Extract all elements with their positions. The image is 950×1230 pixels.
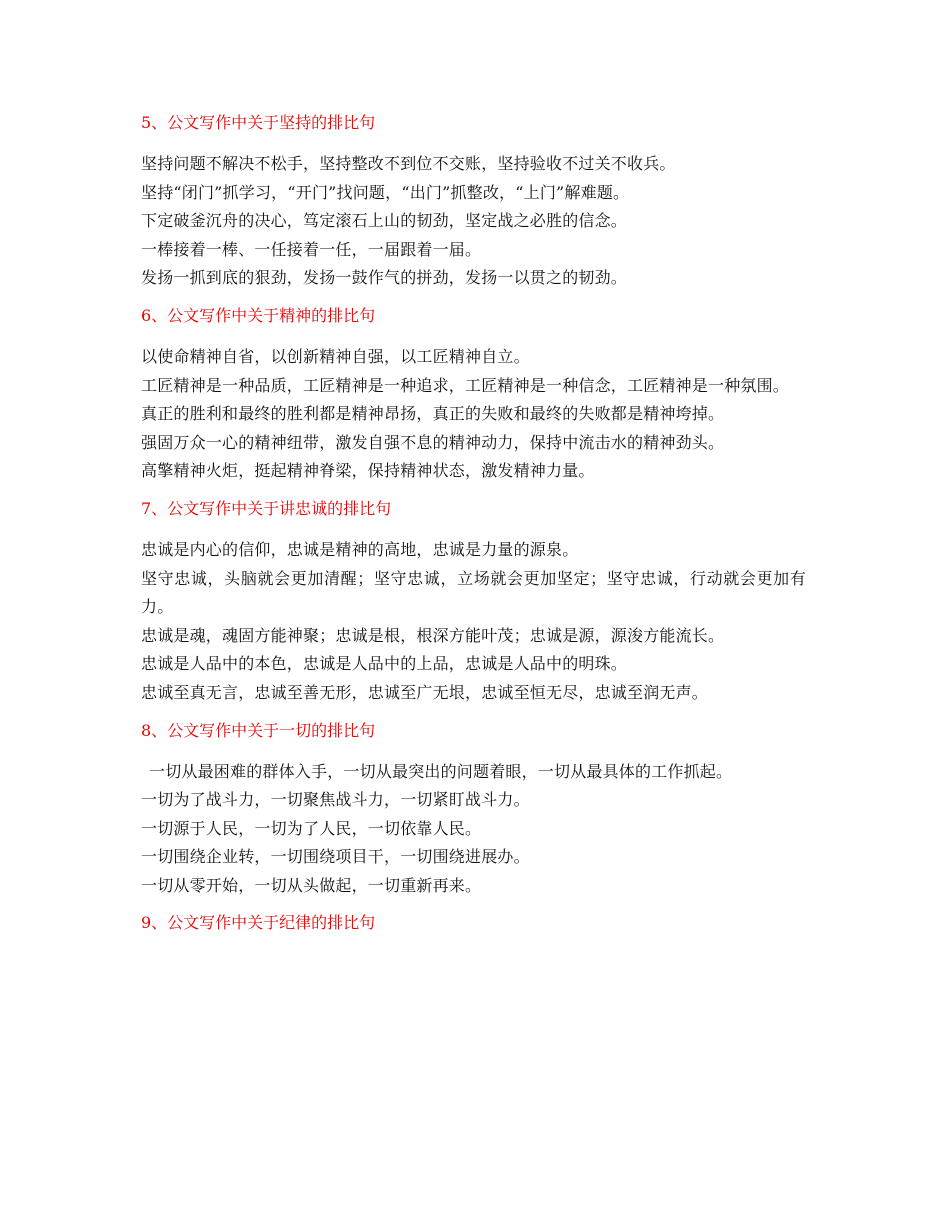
- section-7: [141, 494, 806, 716]
- paragraph-line: 发扬一抓到底的狠劲，发扬一鼓作气的拼劲，发扬一以贯之的韧劲。: [141, 268, 628, 288]
- section-heading: 7、公文写作中关于讲忠诚的排比句: [141, 498, 392, 518]
- paragraph-line: 一切从零开始，一切从头做起，一切重新再来。: [141, 875, 482, 895]
- paragraph-line: 工匠精神是一种品质，工匠精神是一种追求，工匠精神是一种信念，工匠精神是一种氛围。: [141, 375, 790, 395]
- paragraph-line: 下定破釜沉舟的决心，笃定滚石上山的韧劲，坚定战之必胜的信念。: [141, 211, 628, 231]
- paragraph-line: 坚守忠诚，头脑就会更加清醒；坚守忠诚，立场就会更加坚定；坚守忠诚，行动就会更加有力。: [141, 568, 806, 617]
- section-6: [141, 301, 806, 494]
- paragraph-line: 坚持问题不解决不松手，坚持整改不到位不交账，坚持验收不过关不收兵。: [141, 154, 676, 173]
- paragraph-line: 一切源于人民，一切为了人民，一切依靠人民。: [141, 818, 482, 838]
- section-heading: 8、公文写作中关于一切的排比句: [141, 720, 376, 740]
- section-heading: 6、公文写作中关于精神的排比句: [141, 305, 376, 325]
- section-9: [141, 908, 806, 938]
- section-8: [141, 716, 806, 909]
- paragraph-line: 一切为了战斗力，一切聚焦战斗力，一切紧盯战斗力。: [141, 790, 530, 810]
- paragraph-line: 高擎精神火炬，挺起精神脊梁，保持精神状态，激发精神力量。: [141, 461, 595, 481]
- paragraph-line: 一切围绕企业转，一切围绕项目干，一切围绕进展办。: [141, 847, 530, 867]
- paragraph-line: 坚持“闭门”抓学习，“开门”找问题，“出门”抓整改，“上门”解难题。: [141, 182, 630, 202]
- paragraph-line: 以使命精神自省，以创新精神自强，以工匠精神自立。: [141, 346, 530, 366]
- paragraph-line: 一切从最困难的群体入手，一切从最突出的问题着眼，一切从最具体的工作抓起。: [149, 761, 733, 781]
- paragraph-line: 忠诚是魂，魂固方能神聚；忠诚是根，根深方能叶茂；忠诚是源，源浚方能流长。: [141, 625, 725, 645]
- section-heading: 9、公文写作中关于纪律的排比句: [141, 913, 376, 933]
- paragraph-line: 真正的胜利和最终的胜利都是精神昂扬，真正的失败和最终的失败都是精神垮掉。: [141, 404, 725, 424]
- paragraph-line: 一棒接着一棒、一任接着一任，一届跟着一届。: [141, 239, 482, 259]
- document-body: [141, 108, 806, 950]
- paragraph-line: 忠诚至真无言，忠诚至善无形，忠诚至广无垠，忠诚至恒无尽，忠诚至润无声。: [141, 682, 709, 702]
- paragraph-line: 强固万众一心的精神纽带，激发自强不息的精神动力，保持中流击水的精神劲头。: [141, 432, 725, 452]
- section-5: [141, 108, 806, 301]
- section-heading: 5、公文写作中关于坚持的排比句: [141, 113, 376, 132]
- paragraph-line: 忠诚是内心的信仰，忠诚是精神的高地，忠诚是力量的源泉。: [141, 539, 579, 559]
- paragraph-line: 忠诚是人品中的本色，忠诚是人品中的上品，忠诚是人品中的明珠。: [141, 654, 628, 674]
